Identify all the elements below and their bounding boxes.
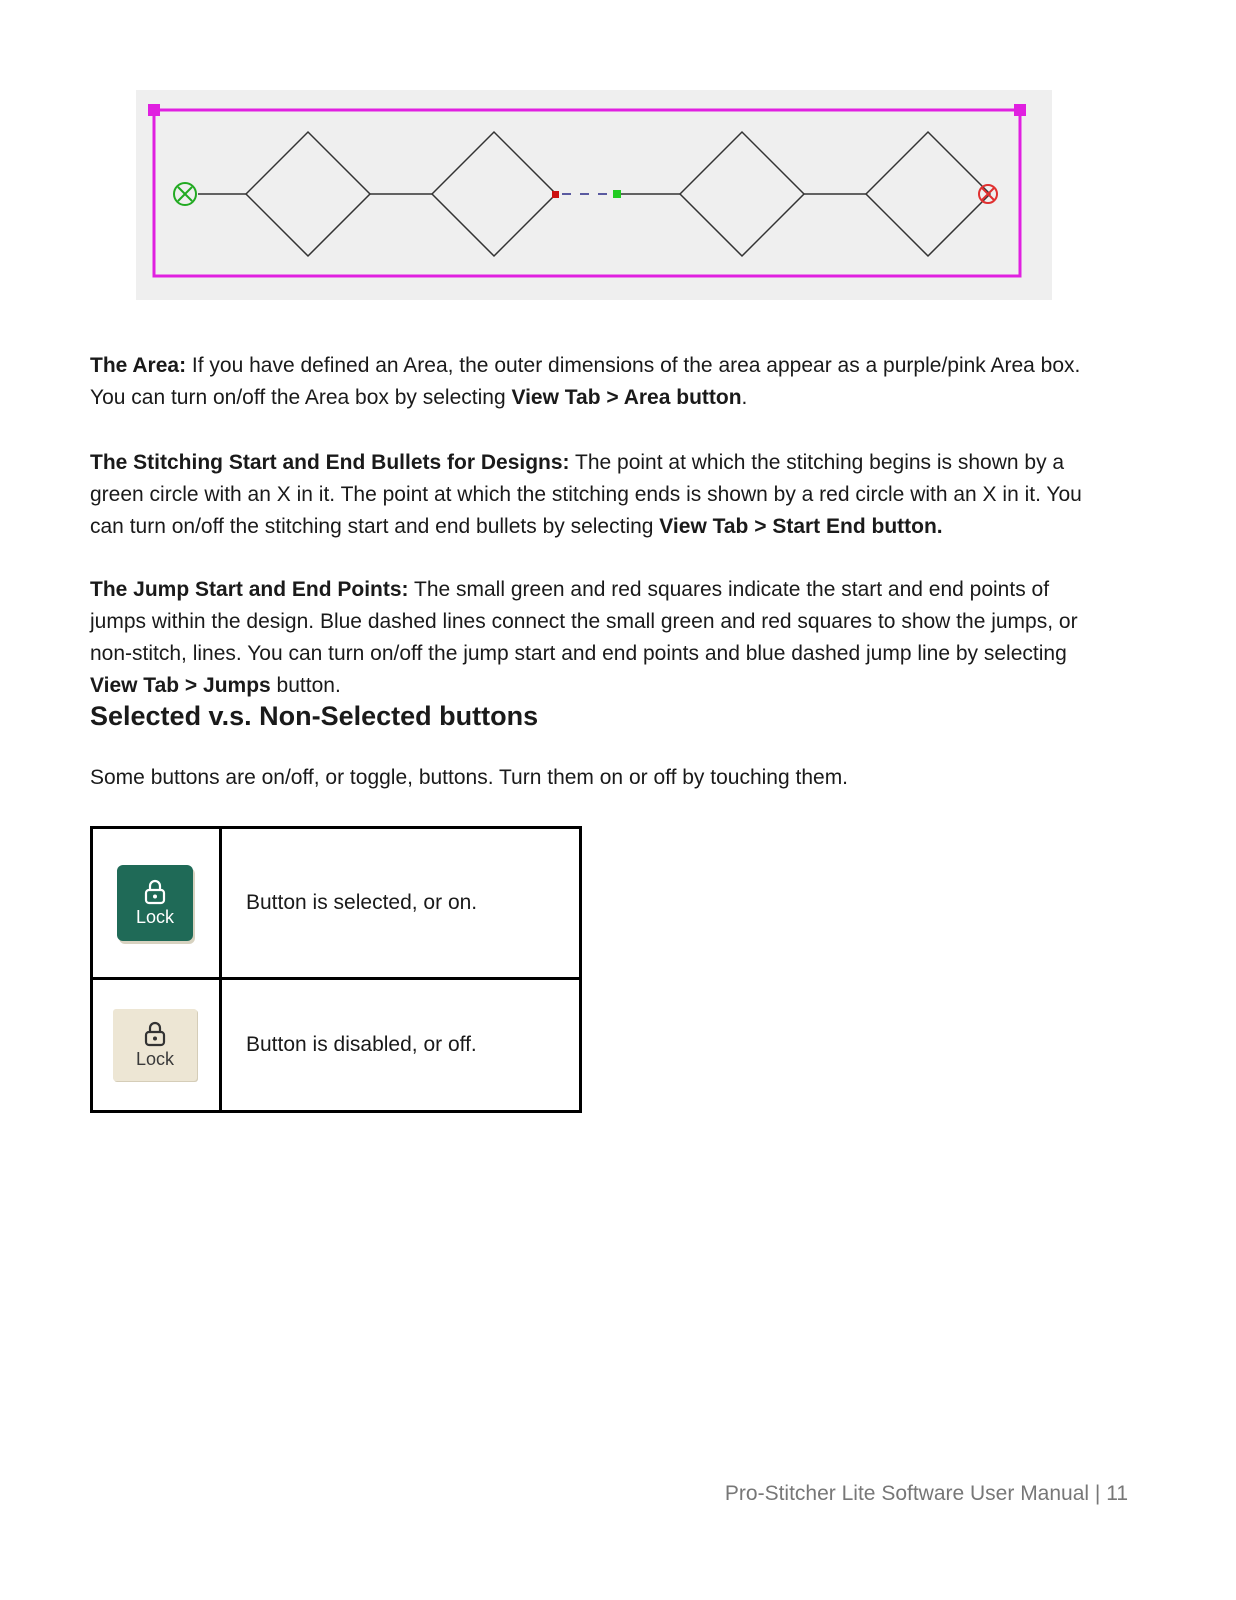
diamond-3 [680, 132, 804, 256]
diamond-1 [246, 132, 370, 256]
paragraph-area [90, 350, 1100, 414]
description-cell: Button is disabled, or off. [221, 979, 581, 1112]
lock-button-selected[interactable] [117, 865, 193, 941]
lock-button-label: Lock [135, 906, 175, 927]
jump-start-square [613, 190, 621, 198]
icon-cell [92, 979, 221, 1112]
start-bullet-icon [174, 183, 196, 205]
description-cell: Button is selected, or on. [221, 828, 581, 979]
jumps-menu-path: View Tab > Jumps [90, 674, 271, 697]
end-bullet-icon [979, 185, 997, 203]
lock-icon [144, 879, 166, 905]
design-preview-figure [136, 90, 1052, 300]
toggle-intro: Some buttons are on/off, or toggle, buttons. Turn them on or off by touching them. [90, 766, 849, 789]
page-footer: Pro-Stitcher Lite Software User Manual | 11 [724, 1482, 1128, 1505]
area-menu-path: View Tab > Area button [511, 386, 742, 409]
table-row [92, 828, 581, 979]
icon-cell [92, 828, 221, 979]
lock-button-label: Lock [135, 1048, 175, 1069]
area-text-end: . [741, 386, 748, 409]
button-state-table [90, 826, 582, 1113]
bullets-text: The point at which the stitching begins is shown by a green circle with an X in it. The point at which the stitching ends is shown by a red circle with an X in it. You can turn on/off the stitching start and end bullets by selecting [90, 451, 1082, 538]
diamond-2 [432, 132, 556, 256]
area-handle-left [148, 104, 160, 116]
jumps-text: The small green and red squares indicate the start and end points of jumps within the design. Blue dashed lines connect the small green and red squares to show the jumps, or non-stitch, lines. You can turn on/off the jump start and end points and blue dashed jump line by selecting [90, 578, 1078, 665]
area-lead: The Area: [90, 354, 187, 377]
bullets-lead: The Stitching Start and End Bullets for Designs: [90, 451, 570, 474]
jumps-text-end: button. [270, 674, 341, 697]
jumps-lead: The Jump Start and End Points: [90, 578, 409, 601]
diamond-4 [866, 132, 990, 256]
bullets-menu-path: View Tab > Start End button. [659, 515, 943, 538]
section-heading: Selected v.s. Non-Selected buttons [90, 701, 539, 731]
paragraph-jumps [90, 574, 1100, 702]
area-handle-right [1014, 104, 1026, 116]
lock-button-disabled[interactable] [113, 1009, 197, 1081]
jump-end-square [552, 191, 559, 198]
table-row [92, 979, 581, 1112]
area-text: If you have defined an Area, the outer dimensions of the area appear as a purple/pink Area box. You can turn on/off the Area box by selecting [90, 354, 1081, 409]
lock-icon [144, 1021, 166, 1047]
design-preview-canvas [136, 90, 1052, 300]
paragraph-bullets [90, 447, 1100, 543]
